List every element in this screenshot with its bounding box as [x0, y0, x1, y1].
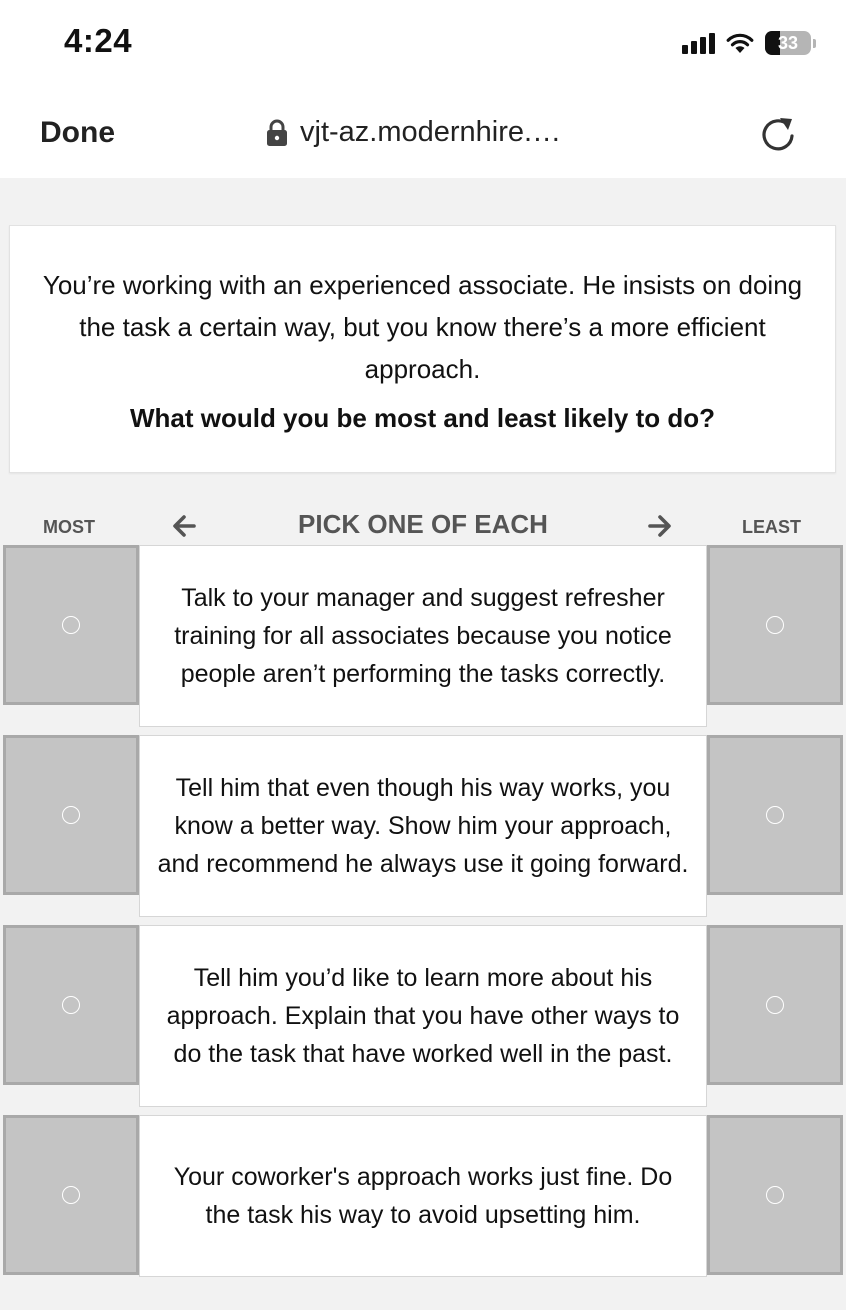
least-label: LEAST — [742, 517, 802, 537]
battery-nub — [813, 39, 816, 48]
most-select-box[interactable] — [3, 925, 139, 1085]
url-bar[interactable] — [266, 116, 561, 149]
option-card[interactable] — [139, 1115, 707, 1277]
radio-circle-icon — [766, 996, 784, 1014]
least-select-box[interactable] — [707, 925, 843, 1085]
radio-circle-icon — [62, 806, 80, 824]
radio-circle-icon — [766, 1186, 784, 1204]
least-select-box[interactable] — [707, 545, 843, 705]
least-select-box[interactable] — [707, 735, 843, 895]
lock-icon — [266, 119, 288, 147]
radio-circle-icon — [766, 616, 784, 634]
radio-circle-icon — [766, 806, 784, 824]
option-text: Tell him that even though his way works, you know a better way. Show him your approach, and recommend he always use it going forward. — [157, 774, 689, 878]
done-button[interactable]: Done — [40, 116, 115, 149]
option-card[interactable] — [139, 735, 707, 917]
option-row — [0, 735, 846, 917]
option-row — [0, 925, 846, 1107]
arrow-right-icon — [648, 513, 672, 539]
most-select-box[interactable] — [3, 735, 139, 895]
pick-header — [0, 505, 846, 547]
battery-icon — [765, 31, 811, 55]
most-label: MOST — [43, 517, 95, 537]
status-time: 4:24 — [64, 22, 133, 59]
status-icons — [682, 26, 816, 60]
option-card[interactable] — [139, 545, 707, 727]
wifi-icon — [725, 31, 755, 55]
option-row — [0, 1115, 846, 1277]
least-select-box[interactable] — [707, 1115, 843, 1275]
url-text: vjt-az.modernhire.… — [300, 116, 562, 148]
battery-level: 33 — [777, 32, 799, 53]
question-prompt: What would you be most and least likely to do? — [129, 403, 716, 433]
option-card[interactable] — [139, 925, 707, 1107]
option-text: Talk to your manager and suggest refresher training for all associates because you notice people aren’t performing the tasks correctly. — [174, 584, 672, 688]
option-row — [0, 545, 846, 727]
radio-circle-icon — [62, 1186, 80, 1204]
browser-bar — [0, 90, 846, 178]
status-bar — [0, 0, 846, 90]
pick-title: PICK ONE OF EACH — [298, 509, 548, 539]
most-select-box[interactable] — [3, 545, 139, 705]
cellular-signal-icon — [682, 32, 715, 54]
most-select-box[interactable] — [3, 1115, 139, 1275]
radio-circle-icon — [62, 616, 80, 634]
question-text: You’re working with an experienced associate. He insists on doing the task a certain way, but you know there’s a more efficient approach. — [42, 270, 803, 384]
option-text: Tell him you’d like to learn more about his approach. Explain that you have other ways to do the task that have worked well in the past. — [166, 964, 680, 1068]
radio-circle-icon — [62, 996, 80, 1014]
option-text: Your coworker's approach works just fine. Do the task his way to avoid upsetting him. — [173, 1163, 673, 1229]
question-card — [9, 225, 836, 473]
reload-icon[interactable] — [756, 112, 800, 156]
